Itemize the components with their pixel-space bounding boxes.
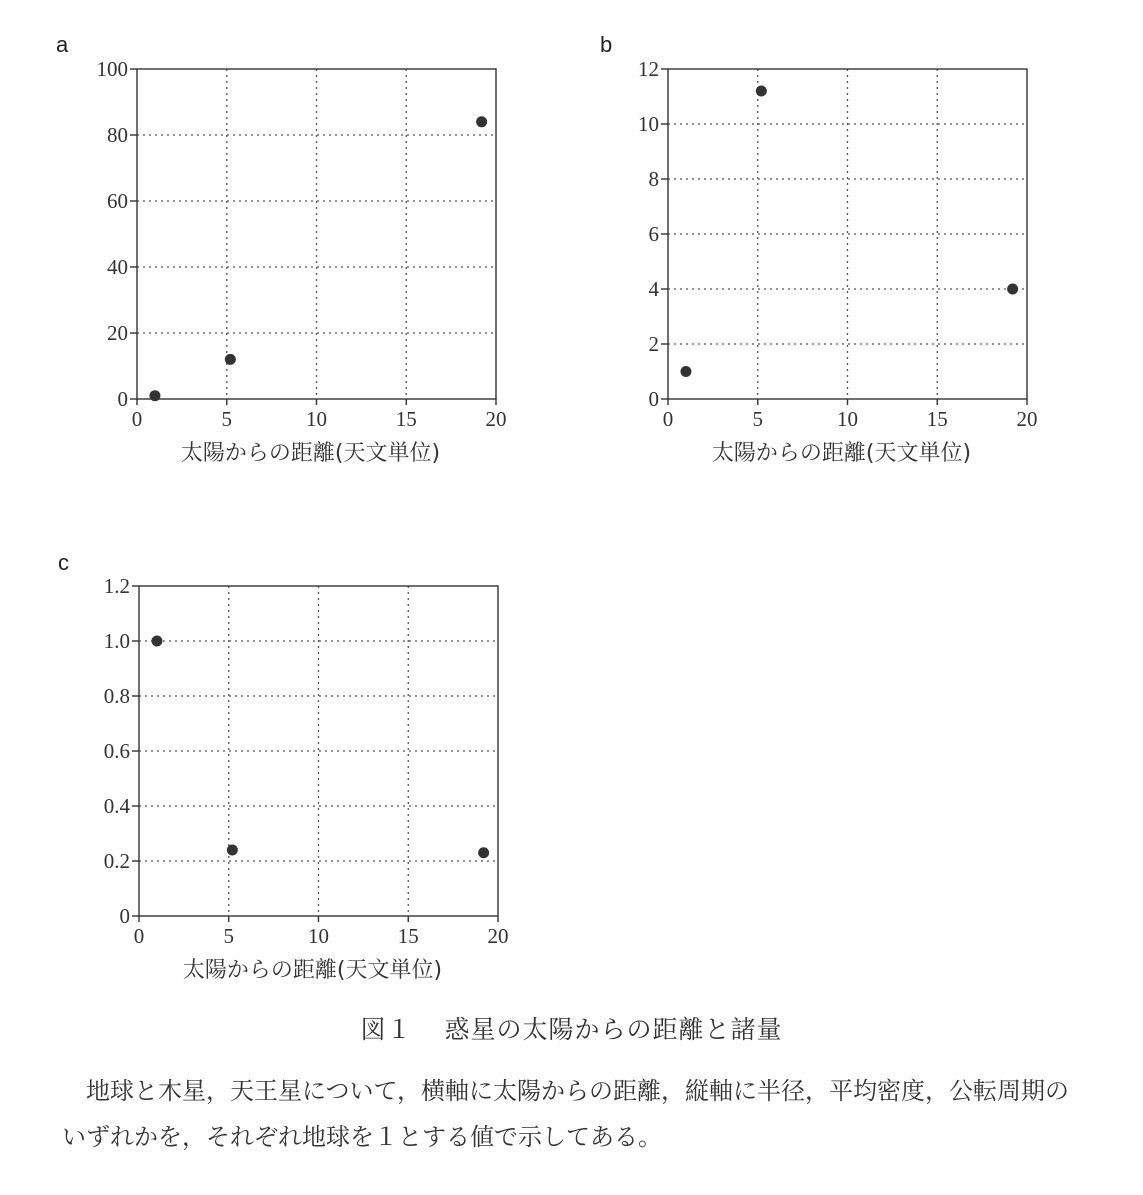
chart-a-xtick-label: 20 (485, 407, 507, 431)
chart-a-xtick-label: 0 (131, 407, 143, 431)
chart-b-ytick-label: 8 (648, 167, 659, 191)
figure-note: 地球と木星，天王星について，横軸に太陽からの距離，縦軸に半径，平均密度，公転周期のいずれかを，それぞれ地球を１とする値で示してある。 (62, 1077, 1070, 1151)
chart-a-ytick-label: 40 (107, 255, 128, 279)
chart-b-x-axis-label: 太陽からの距離(天文単位) (711, 441, 972, 466)
chart-b-xtick-label: 10 (837, 407, 858, 431)
chart-b-ytick-label: 2 (648, 332, 659, 356)
chart-a-panel-label: a (56, 32, 69, 57)
chart-a-data-point (476, 116, 487, 127)
chart-a-x-axis-label: 太陽からの距離(天文単位) (180, 441, 441, 466)
chart-b-data-point (1007, 284, 1018, 295)
chart-b-ytick-label: 4 (648, 277, 659, 301)
chart-c-ytick-label: 0.4 (103, 794, 130, 818)
chart-c-ytick-label: 0.6 (103, 739, 130, 763)
chart-c-xtick-label: 5 (223, 924, 234, 948)
chart-c-ytick-label: 0.2 (103, 849, 130, 873)
chart-c-ytick-label: 0.8 (103, 684, 130, 708)
figure-caption (0, 1010, 1143, 1046)
chart-c-x-axis-label: 太陽からの距離(天文単位) (182, 958, 443, 983)
chart-c-panel-label: c (58, 550, 69, 575)
chart-b-xtick-label: 20 (1016, 407, 1038, 431)
chart-b-xtick-label: 15 (926, 407, 948, 431)
chart-a-xtick-label: 5 (221, 407, 232, 431)
chart-c-data-point (151, 636, 162, 647)
chart-c-xtick-label: 20 (487, 924, 509, 948)
chart-b-xtick-label: 0 (662, 407, 674, 431)
chart-b-ytick-label: 10 (638, 112, 659, 136)
chart-c-ytick-label: 0 (119, 904, 130, 928)
chart-a-ytick-label: 0 (117, 387, 128, 411)
chart-b-ytick-label: 12 (638, 57, 659, 81)
chart-a-ytick-label: 100 (96, 57, 128, 81)
chart-a-ytick-label: 60 (107, 189, 128, 213)
chart-a-xtick-label: 10 (306, 407, 327, 431)
chart-a-data-point (225, 354, 236, 365)
chart-b-ytick-label: 0 (648, 387, 659, 411)
chart-b-ytick-label: 6 (648, 222, 659, 246)
figure-number: 図１ (360, 1015, 413, 1044)
chart-c-ytick-label: 1.0 (103, 629, 130, 653)
chart-c-xtick-label: 0 (133, 924, 145, 948)
chart-a-ytick-label: 80 (107, 123, 128, 147)
chart-a-xtick-label: 15 (395, 407, 417, 431)
chart-b-xtick-label: 5 (752, 407, 763, 431)
chart-c-data-point (227, 845, 238, 856)
chart-c-xtick-label: 10 (308, 924, 329, 948)
chart-c-xtick-label: 15 (397, 924, 419, 948)
chart-a-data-point (149, 390, 160, 401)
chart-c-ytick-label: 1.2 (103, 574, 130, 598)
figure-caption-text: 惑星の太陽からの距離と諸量 (444, 1015, 783, 1044)
chart-b-panel-label: b (600, 32, 613, 57)
chart-a-ytick-label: 20 (107, 321, 128, 345)
chart-c-data-point (478, 847, 489, 858)
chart-b-data-point (756, 86, 767, 97)
chart-b-data-point (680, 366, 691, 377)
